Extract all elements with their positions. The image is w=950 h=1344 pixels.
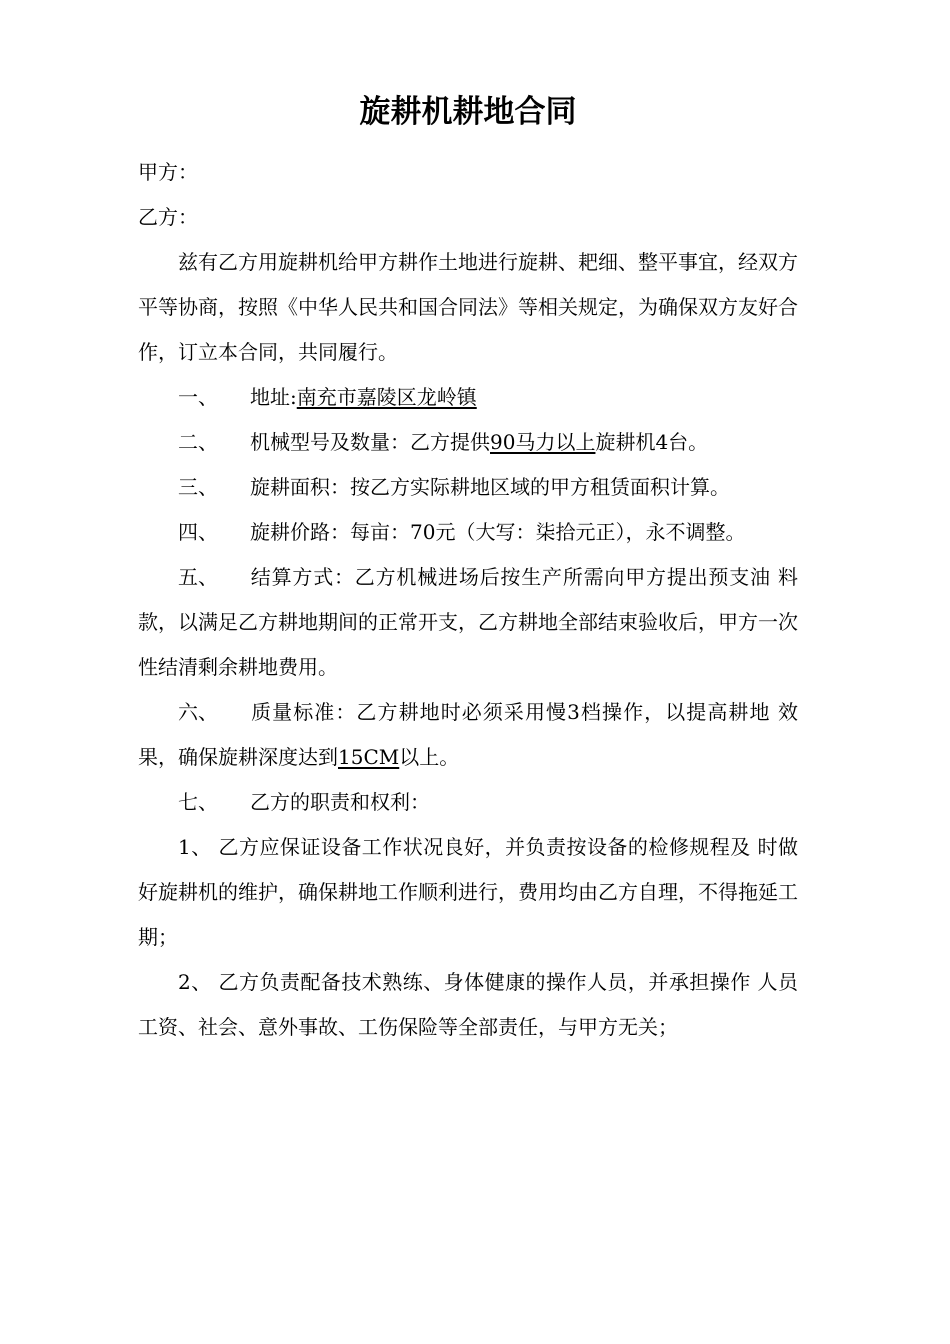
clause-text: 结算方式：乙方机械进场后按生产所需向甲方提出预支油 料款，以满足乙方耕地期间的正常开支，乙方耕地全部结束验收后，甲方一次性结清剩余耕地费用。 — [138, 565, 798, 679]
clause-number: 六、 — [178, 700, 218, 724]
contract-page — [138, 88, 798, 1050]
clause-5 — [138, 555, 798, 690]
clause-tail: 以上。 — [399, 745, 460, 769]
clause-number: 七、 — [178, 790, 218, 814]
clause-label: 地址: — [250, 385, 297, 409]
intro-paragraph: 兹有乙方用旋耕机给甲方耕作土地进行旋耕、耙细、整平事宜，经双方平等协商，按照《中华人民共和国合同法》等相关规定，为确保双方友好合作，订立本合同，共同履行。 — [138, 250, 798, 364]
party-a-line: 甲方： — [138, 160, 198, 184]
clause-label: 机械型号及数量：乙方提供 — [250, 430, 490, 454]
sub-item-text: 乙方应保证设备工作状况良好，并负责按设备的检修规程及 时做好旋耕机的维护，确保耕地工作顺利进行，费用均由乙方自理，不得拖延工期； — [138, 835, 798, 949]
sub-item-number: 2、 — [178, 970, 212, 994]
clause-number: 二、 — [178, 430, 218, 454]
sub-item-number: 1、 — [178, 835, 212, 859]
clause-6 — [138, 690, 798, 780]
clause-7 — [138, 780, 798, 825]
party-b-line: 乙方： — [138, 205, 198, 229]
clause-number: 一、 — [178, 385, 218, 409]
clause-4 — [138, 510, 798, 555]
clause-2 — [138, 420, 798, 465]
clause-tail: 旋耕机4台。 — [595, 430, 709, 454]
clause-text: 质量标准：乙方耕地时必须采用慢3档操作，以提高耕地 效果，确保旋耕深度达到 — [138, 700, 798, 769]
address-value: 南充市嘉陵区龙岭镇 — [296, 385, 477, 409]
clause-3 — [138, 465, 798, 510]
clause-number: 五、 — [178, 565, 218, 589]
clause-number: 四、 — [178, 520, 218, 544]
clause-number: 三、 — [178, 475, 218, 499]
page-title: 旋耕机耕地合同 — [359, 94, 577, 130]
horsepower-value: 90马力以上 — [490, 430, 596, 454]
depth-value: 15CM — [338, 745, 400, 769]
sub-item-text: 乙方负责配备技术熟练、身体健康的操作人员，并承担操作 人员工资、社会、意外事故、工伤保险等全部责任，与甲方无关； — [138, 970, 798, 1039]
sub-item-1 — [138, 825, 798, 960]
clause-text: 乙方的职责和权利： — [250, 790, 430, 814]
clause-text: 旋耕面积：按乙方实际耕地区域的甲方租赁面积计算。 — [250, 475, 730, 499]
clause-1 — [138, 375, 798, 420]
clause-text: 旋耕价路：每亩：70元（大写：柒拾元正），永不调整。 — [250, 520, 746, 544]
sub-item-2 — [138, 960, 798, 1050]
